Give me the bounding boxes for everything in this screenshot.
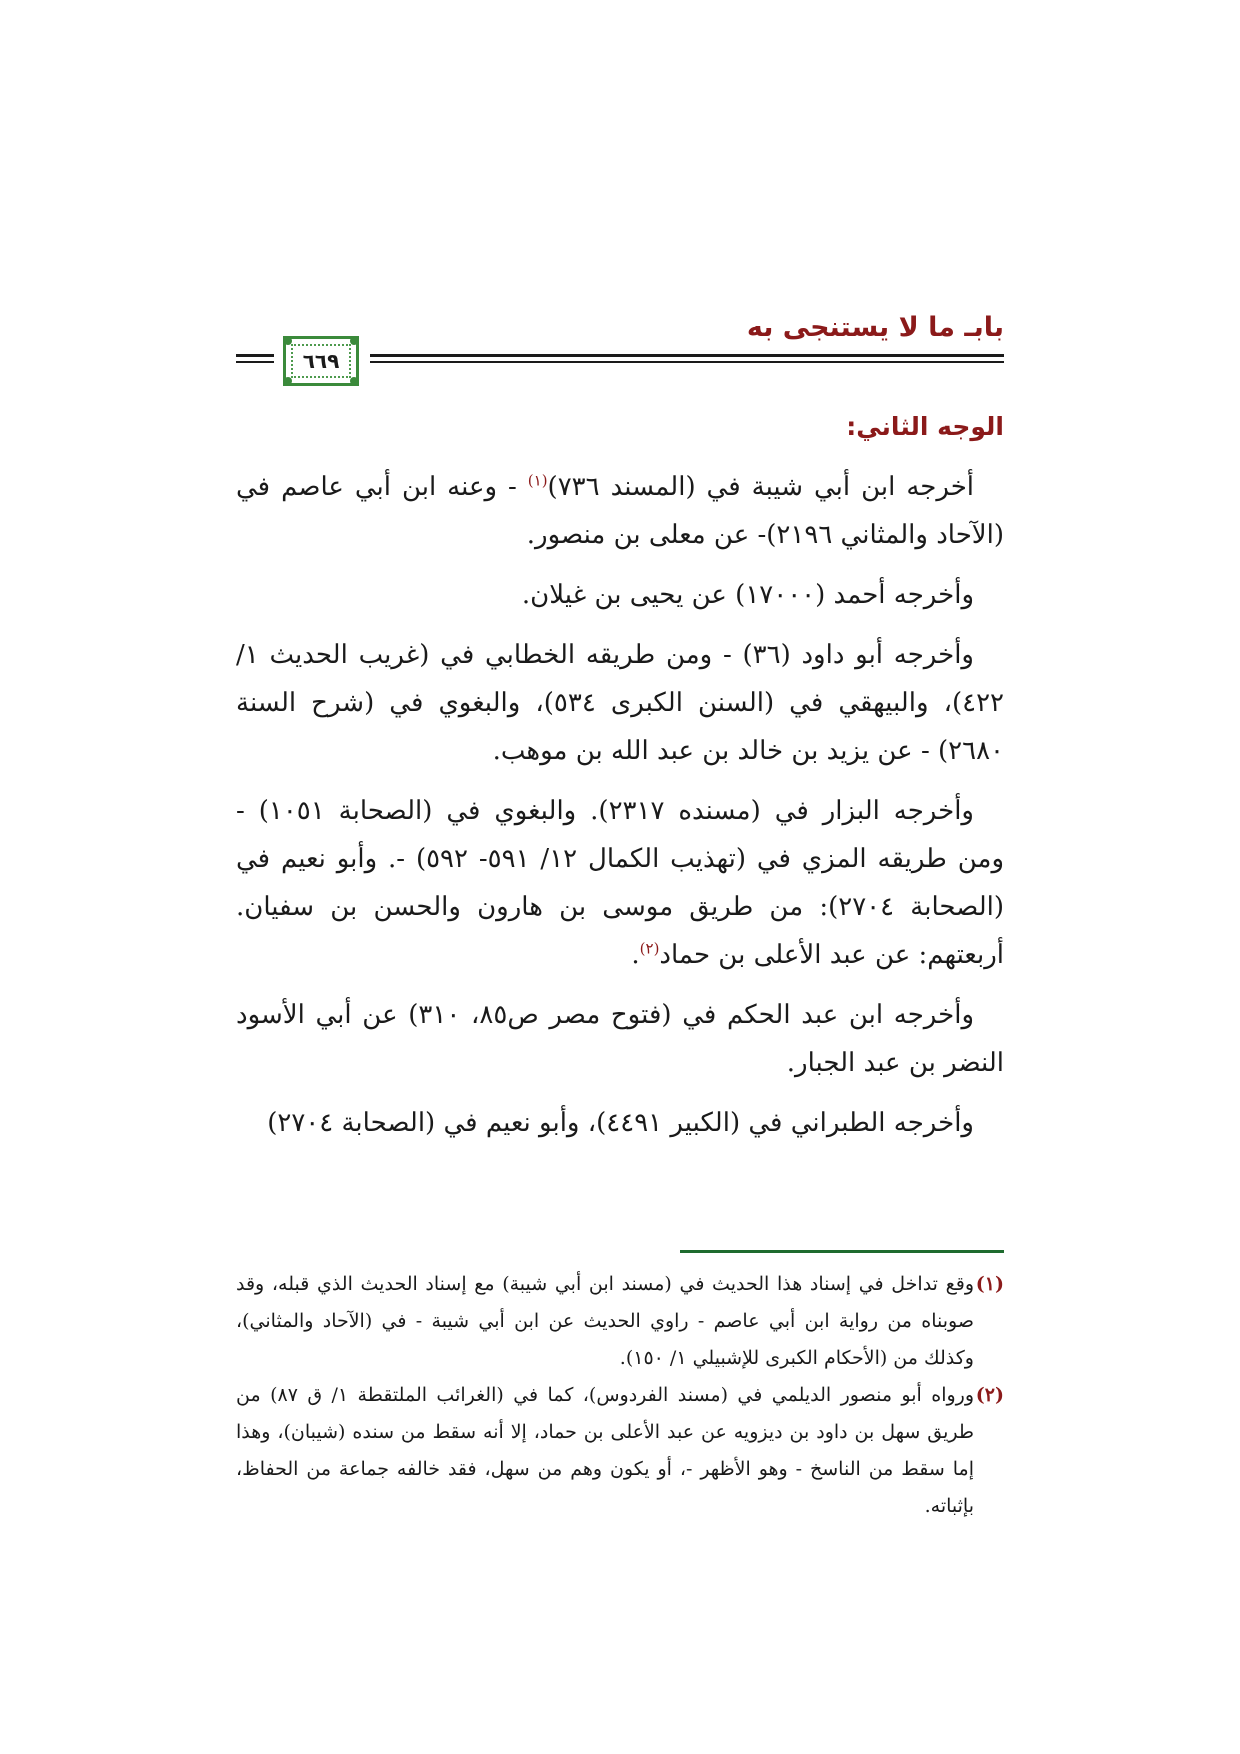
ornament-icon: [350, 377, 358, 385]
paragraph-text: .: [631, 940, 640, 970]
page-number: ٦٦٩: [302, 349, 340, 373]
header-rule: [236, 354, 274, 357]
paragraph: [236, 787, 1004, 979]
running-title: بابـ ما لا يستنجى به: [746, 312, 1004, 343]
paragraph-text: وأخرجه البزار في (مسنده ٢٣١٧). والبغوي في (الصحابة ١٠٥١) - ومن طريقه المزي في (تهذيب الكمال ١٢/ ٥٩١- ٥٩٢) -. وأبو نعيم في (الصحابة ٢٧٠٤): من طريق موسى بن هارون والحسن بن سفيان. أربعتهم: عن عبد الأعلى بن حماد: [236, 796, 1004, 970]
footnote-text: ورواه أبو منصور الديلمي في (مسند الفردوس)، كما في (الغرائب الملتقطة ١/ ق ٨٧) من طريق سهل بن داود بن ديزويه عن عبد الأعلى بن حماد، إلا أنه سقط من سنده (شيبان)، وهذا إما سقط من الناسخ - وهو الأظهر -، أو يكون وهم من سهل، فقد خالفه جماعة من الحفاظ، بإثباته.: [236, 1384, 974, 1517]
paragraph-text: - وعنه ابن أبي عاصم في (الآحاد والمثاني ٢١٩٦)- عن معلى بن منصور.: [236, 472, 1004, 550]
footnote-text: وقع تداخل في إسناد هذا الحديث في (مسند ابن أبي شيبة) مع إسناد الحديث الذي قبله، وقد صوبناه من رواية ابن أبي عاصم - راوي الحديث عن ابن أبي شيبة - في (الآحاد والمثاني)، وكذلك من (الأحكام الكبرى للإشبيلي ١/ ١٥٠).: [236, 1273, 974, 1369]
paragraph: وأخرجه ابن عبد الحكم في (فتوح مصر ص٨٥، ٣١٠) عن أبي الأسود النضر بن عبد الجبار.: [236, 1000, 1004, 1078]
header-rule: [236, 361, 274, 363]
page-number-badge: [283, 336, 359, 386]
footnote: [236, 1377, 1004, 1525]
paragraph: وأخرجه أبو داود (٣٦) - ومن طريقه الخطابي في (غريب الحديث ١/ ٤٢٢)، والبيهقي في (السنن الكبرى ٥٣٤)، والبغوي في (شرح السنة ٢٦٨٠) - عن يزيد بن خالد بن عبد الله بن موهب.: [236, 640, 1005, 766]
footnote-separator: [680, 1250, 1004, 1253]
paragraph-text: أخرجه ابن أبي شيبة في (المسند ٧٣٦): [547, 472, 974, 502]
header-rule: [370, 354, 1004, 357]
footnote-number: (١): [975, 1273, 1004, 1295]
footnote: [236, 1266, 1004, 1377]
section-heading: الوجه الثاني:: [846, 412, 1004, 441]
footnote-number: (٢): [975, 1384, 1004, 1406]
header-rule: [370, 361, 1004, 363]
footnote-reference[interactable]: (٢): [639, 939, 660, 958]
paragraph: [236, 463, 1004, 559]
paragraph: وأخرجه أحمد (١٧٠٠٠) عن يحيى بن غيلان.: [521, 580, 974, 610]
footnotes: [236, 1266, 1004, 1525]
main-text: [236, 405, 1004, 1159]
ornament-icon: [284, 337, 292, 345]
ornament-icon: [284, 377, 292, 385]
paragraph: وأخرجه الطبراني في (الكبير ٤٤٩١)، وأبو نعيم في (الصحابة ٢٧٠٤): [267, 1108, 974, 1138]
ornament-icon: [350, 337, 358, 345]
footnote-reference[interactable]: (١): [527, 471, 548, 490]
